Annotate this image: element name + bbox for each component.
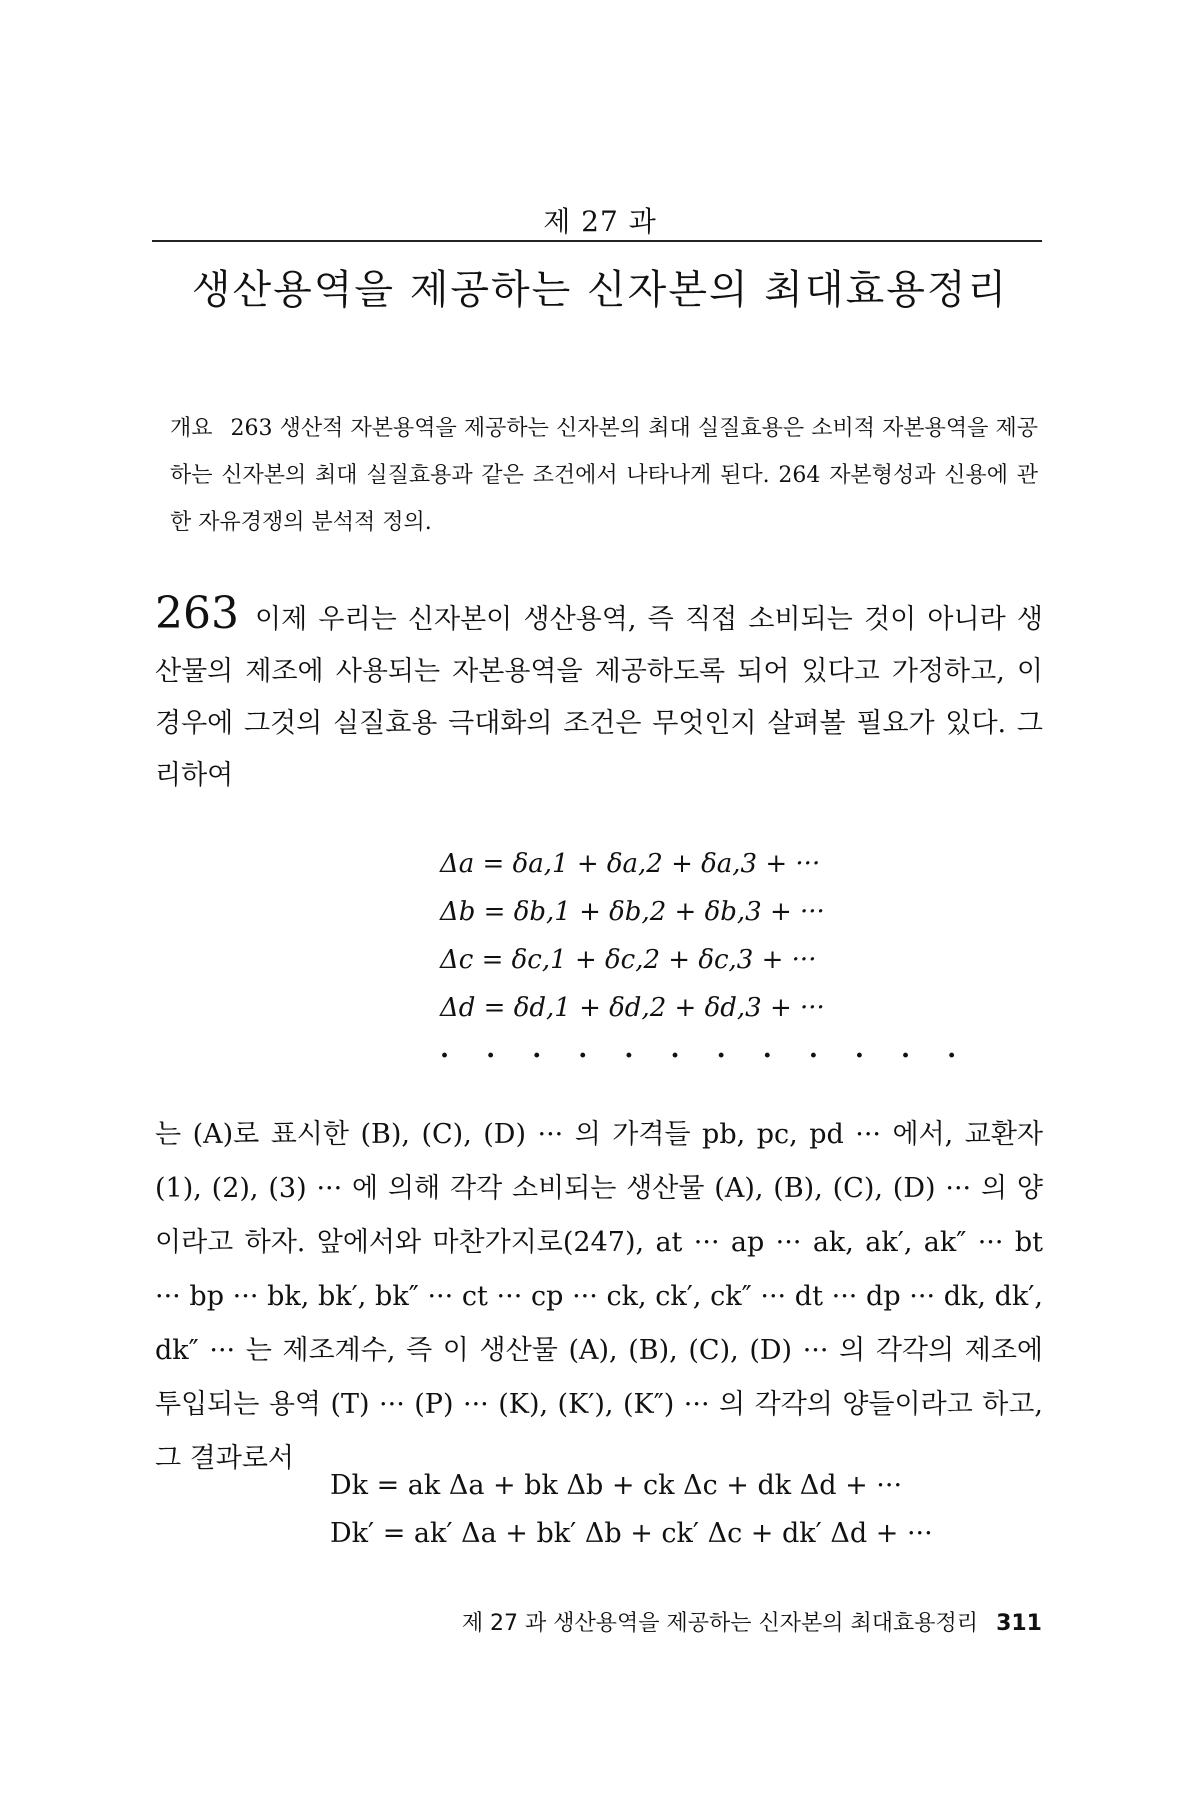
d-equations (330, 1462, 933, 1558)
page-number: 311 (996, 1611, 1042, 1636)
summary-lead: 개요 (170, 416, 213, 441)
running-head: 제 27 과 생산용역을 제공하는 신자본의 최대효용정리 (461, 1611, 979, 1636)
equation-continuation-dots: · · · · · · · · · · · · (440, 1041, 971, 1071)
paragraph-263-text: 이제 우리는 신자본이 생산용역, 즉 직접 소비되는 것이 아니라 생산물의 제조에 사용되는 자본용역을 제공하도록 되어 있다고 가정하고, 이 경우에 그것의 실질효용 극대화의 조건은 무엇인지 살펴볼 필요가 있다. 그리하여 (155, 604, 1043, 791)
section-number: 263 (155, 588, 239, 639)
lesson-label: 제 27 과 (543, 205, 657, 238)
page-footer (380, 1606, 1042, 1637)
equation-delta-c: Δc = δc,1 + δc,2 + δc,3 + ··· (440, 945, 817, 975)
equation-Dk-prime: Dk′ = ak′ Δa + bk′ Δb + ck′ Δc + dk′ Δd + ··· (330, 1518, 933, 1549)
equation-delta-a: Δa = δa,1 + δa,2 + δa,3 + ··· (440, 849, 821, 879)
summary-text: 263 생산적 자본용역을 제공하는 신자본의 최대 실질효용은 소비적 자본용역을 제공하는 신자본의 최대 실질효용과 같은 조건에서 나타나게 된다. 264 자본형성과 신용에 관한 자유경쟁의 분석적 정의. (170, 416, 1038, 535)
delta-equations (440, 840, 970, 1080)
paragraph-263 (155, 588, 1043, 802)
title-divider (152, 240, 1042, 242)
equation-delta-d: Δd = δd,1 + δd,2 + δd,3 + ··· (440, 993, 825, 1023)
equation-delta-b: Δb = δb,1 + δb,2 + δb,3 + ··· (440, 897, 825, 927)
paragraph-2: 는 (A)로 표시한 (B), (C), (D) ··· 의 가격들 pb, pc, pd ··· 에서, 교환자 (1), (2), (3) ··· 에 의해 각각 소비되는 생산물 (A), (B), (C), (D) ··· 의 양이라고 하자. 앞에서와 마찬가지로(247), at ··· ap ··· ak, ak′, ak″ ··· bt ··· bp ··· bk, bk′, bk″ ··· ct ··· cp ··· ck, ck′, ck″ ··· dt ··· dp ··· dk, dk′, dk″ ··· 는 제조계수, 즉 이 생산물 (A), (B), (C), (D) ··· 의 각각의 제조에 투입되는 용역 (T) ··· (P) ··· (K), (K′), (K″) ··· 의 각각의 양들이라고 하고, 그 결과로서 (155, 1119, 1043, 1474)
chapter-title: 생산용역을 제공하는 신자본의 최대효용정리 (191, 267, 1009, 313)
equation-Dk: Dk = ak Δa + bk Δb + ck Δc + dk Δd + ··· (330, 1470, 903, 1501)
summary-block (170, 405, 1038, 546)
